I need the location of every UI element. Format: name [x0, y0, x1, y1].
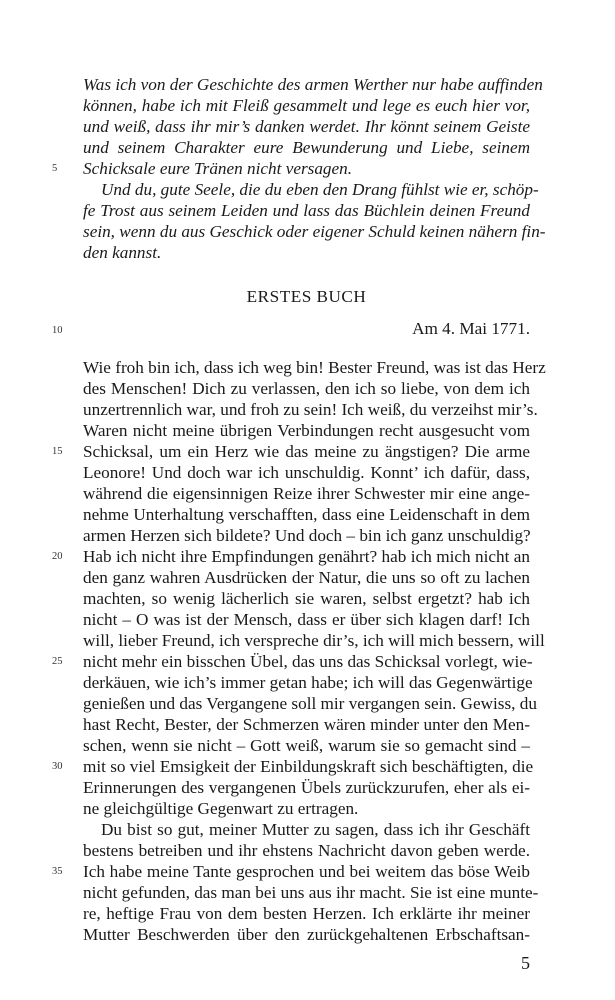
body-line: nehme Unterhaltung verschafften, dass eine Leidenschaft in dem [83, 505, 530, 524]
body-line: Ich habe meine Tante gesprochen und bei weitem das böse Weib [83, 862, 530, 881]
line-number: 20 [52, 551, 63, 562]
body-line: Erinnerungen des vergangenen Übels zurückzurufen, eher als ei- [83, 778, 530, 797]
chapter-heading: ERSTES BUCH [246, 287, 367, 306]
line-number: 10 [52, 325, 63, 336]
preface-line: und weiß, dass ihr mir’s danken werdet. Ihr könnt seinem Geiste [83, 117, 530, 136]
preface-line: sein, wenn du aus Geschick oder eigener Schuld keinen nähern fin- [83, 222, 546, 241]
body-line: derkäuen, wie ich’s immer getan habe; ich will das Gegenwärtige [83, 673, 533, 692]
line-number: 25 [52, 656, 63, 667]
body-line: Wie froh bin ich, dass ich weg bin! Bester Freund, was ist das Herz [83, 358, 546, 377]
body-line: hast Recht, Bester, der Schmerzen wären minder unter den Men- [83, 715, 530, 734]
body-line: re, heftige Frau von dem besten Herzen. Ich erklärte ihr meiner [83, 904, 530, 923]
body-line: Mutter Beschwerden über den zurückgehaltenen Erbschaftsan- [83, 925, 530, 944]
preface-line: fe Trost aus seinem Leiden und lass das Büchlein deinen Freund [83, 201, 530, 220]
body-line: den ganz wahren Ausdrücken der Natur, die uns so oft zu lachen [83, 568, 530, 587]
preface-line: Was ich von der Geschichte des armen Werther nur habe auffinden [83, 75, 543, 94]
body-line: bestens betreiben und ihr ehstens Nachricht davon geben werde. [83, 841, 530, 860]
body-line: Hab ich nicht ihre Empfindungen genährt? hab ich mich nicht an [83, 547, 530, 566]
preface-line: können, habe ich mit Fleiß gesammelt und lege es euch hier vor, [83, 96, 530, 115]
body-line: während die eigensinnigen Reize ihrer Schwester mir eine ange- [83, 484, 530, 503]
preface-line: den kannst. [83, 243, 162, 262]
body-line: genießen und das Vergangene soll mir vergangen sein. Gewiss, du [83, 694, 537, 713]
body-line: mit so viel Emsigkeit der Einbildungskraft sich beschäftigten, die [83, 757, 534, 776]
preface-line: Schicksale eure Tränen nicht versagen. [83, 159, 353, 178]
body-line: Du bist so gut, meiner Mutter zu sagen, dass ich ihr Geschäft [101, 820, 530, 839]
body-line: will, lieber Freund, ich verspreche dir’s, ich will mich bessern, will [83, 631, 545, 650]
body-line: ne gleichgültige Gegenwart zu ertragen. [83, 799, 359, 818]
body-line: Schicksal, um ein Herz wie das meine zu ängstigen? Die arme [83, 442, 530, 461]
line-number: 15 [52, 446, 63, 457]
line-number: 5 [52, 163, 58, 174]
body-line: nicht mehr ein bisschen Übel, das uns das Schicksal vorlegt, wie- [83, 652, 533, 671]
body-line: unzertrennlich war, und froh zu sein! Ich weiß, du verzeihst mir’s. [83, 400, 538, 419]
body-line: des Menschen! Dich zu verlassen, den ich so liebe, von dem ich [83, 379, 530, 398]
letter-dateline: Am 4. Mai 1771. [412, 319, 530, 338]
preface-line: und seinem Charakter eure Bewunderung und Liebe, seinem [83, 138, 530, 157]
preface-line: Und du, gute Seele, die du eben den Drang fühlst wie er, schöp- [101, 180, 539, 199]
body-line: schen, wenn sie nicht – Gott weiß, warum sie so gemacht sind – [83, 736, 530, 755]
body-line: nicht gefunden, das man bei uns aus ihr macht. Sie ist eine munte- [83, 883, 539, 902]
page-number: 5 [521, 953, 530, 973]
line-number: 35 [52, 866, 63, 877]
body-line: Leonore! Und doch war ich unschuldig. Konnt’ ich dafür, dass, [83, 463, 530, 482]
body-line: Waren nicht meine übrigen Verbindungen recht ausgesucht vom [83, 421, 530, 440]
body-line: nicht – O was ist der Mensch, dass er über sich klagen darf! Ich [83, 610, 530, 629]
body-line: armen Herzen sich bildete? Und doch – bin ich ganz unschuldig? [83, 526, 531, 545]
line-number: 30 [52, 761, 63, 772]
body-line: machten, so wenig lächerlich sie waren, selbst ergetzt? hab ich [83, 589, 530, 608]
